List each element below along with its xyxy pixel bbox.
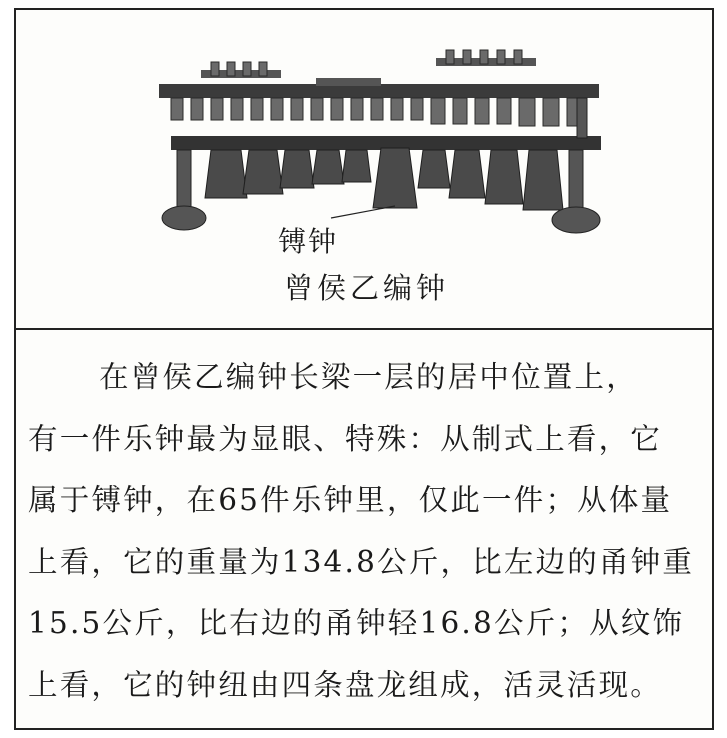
callout-label-bozhong: 镈钟 xyxy=(278,225,339,258)
passage-line: 属于镈钟，在65件乐钟里，仅此一件；从体量 xyxy=(28,483,673,517)
passage-line: 上看，它的钟纽由四条盘龙组成，活灵活现。 xyxy=(28,667,663,702)
figure-caption: 曾侯乙编钟 xyxy=(284,271,450,305)
article-frame xyxy=(14,8,714,730)
passage-line: 上看，它的重量为134.8公斤，比左边的甬钟重 xyxy=(28,544,695,579)
section-divider xyxy=(16,328,712,330)
passage-line: 在曾侯乙编钟长梁一层的居中位置上， xyxy=(99,360,638,394)
bianzhong-bells-image xyxy=(141,48,621,238)
figure-panel xyxy=(16,10,712,328)
passage-line: 15.5公斤，比右边的甬钟轻16.8公斤；从纹饰 xyxy=(28,606,685,640)
passage-line: 有一件乐钟最为显眼、特殊：从制式上看，它 xyxy=(28,421,663,456)
passage-text xyxy=(28,347,708,716)
